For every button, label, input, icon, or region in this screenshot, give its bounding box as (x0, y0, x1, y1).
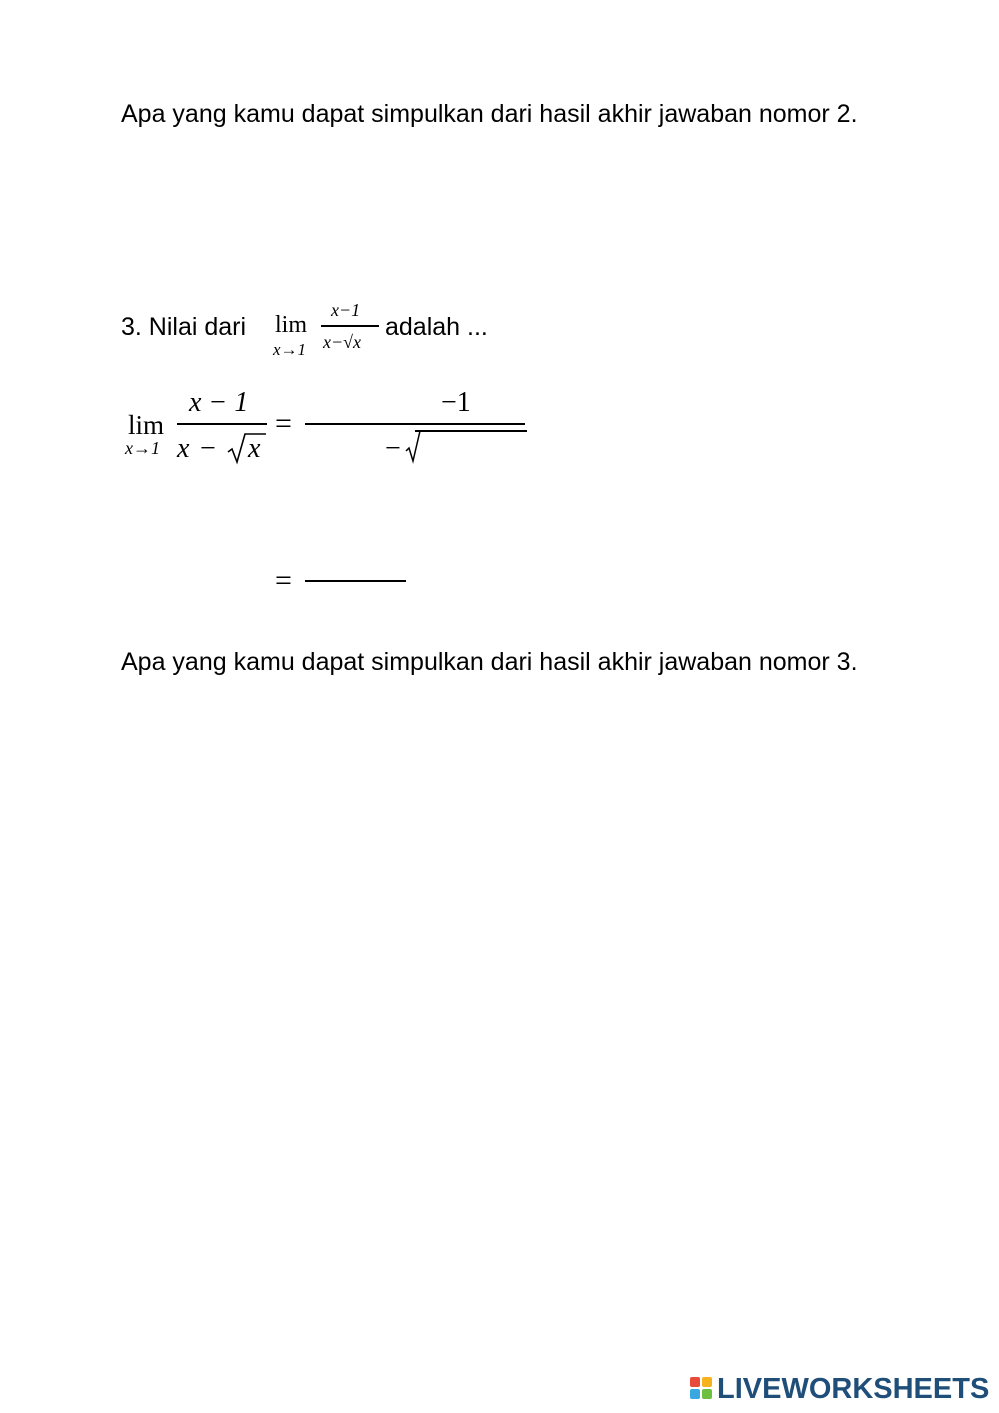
rhs-fraction-bar (305, 423, 525, 425)
logo-grid-icon (690, 1377, 714, 1401)
lim-subscript: x→1 (125, 438, 160, 458)
liveworksheets-logo (690, 1372, 989, 1406)
limit-equation (125, 385, 545, 475)
rhs-numerator: −1 (441, 387, 471, 418)
denominator-x: x (177, 433, 190, 464)
logo-text: LIVEWORKSHEETS (717, 1372, 990, 1405)
lim-label: lim (275, 312, 308, 338)
lim-subscript: x→1 (273, 340, 307, 359)
equals-sign: = (275, 564, 292, 597)
rhs-answer-blank[interactable] (415, 430, 527, 432)
question-3-prefix: 3. Nilai dari (121, 313, 247, 341)
conclusion-question-2: Apa yang kamu dapat simpulkan dari hasil akhir jawaban nomor 2. (121, 100, 858, 128)
equals-sign: = (275, 407, 292, 440)
fraction-numerator: x − 1 (189, 387, 249, 418)
question-3 (121, 300, 541, 370)
result-equation (270, 560, 430, 600)
fraction-bar (177, 423, 267, 425)
sqrt-icon (405, 429, 421, 465)
conclusion-question-3: Apa yang kamu dapat simpulkan dari hasil akhir jawaban nomor 3. (121, 648, 858, 676)
lim-label: lim (128, 410, 165, 440)
denominator-sqrt-arg: x (248, 433, 261, 464)
rhs-denominator-minus: − (385, 433, 401, 464)
fraction-bar (321, 325, 379, 327)
result-answer-blank[interactable] (305, 580, 406, 582)
question-3-limit (273, 300, 383, 370)
fraction-denominator: x−√x (323, 332, 362, 352)
question-3-suffix: adalah ... (385, 313, 488, 341)
fraction-numerator: x−1 (331, 300, 361, 320)
denominator-minus: − (200, 433, 216, 464)
